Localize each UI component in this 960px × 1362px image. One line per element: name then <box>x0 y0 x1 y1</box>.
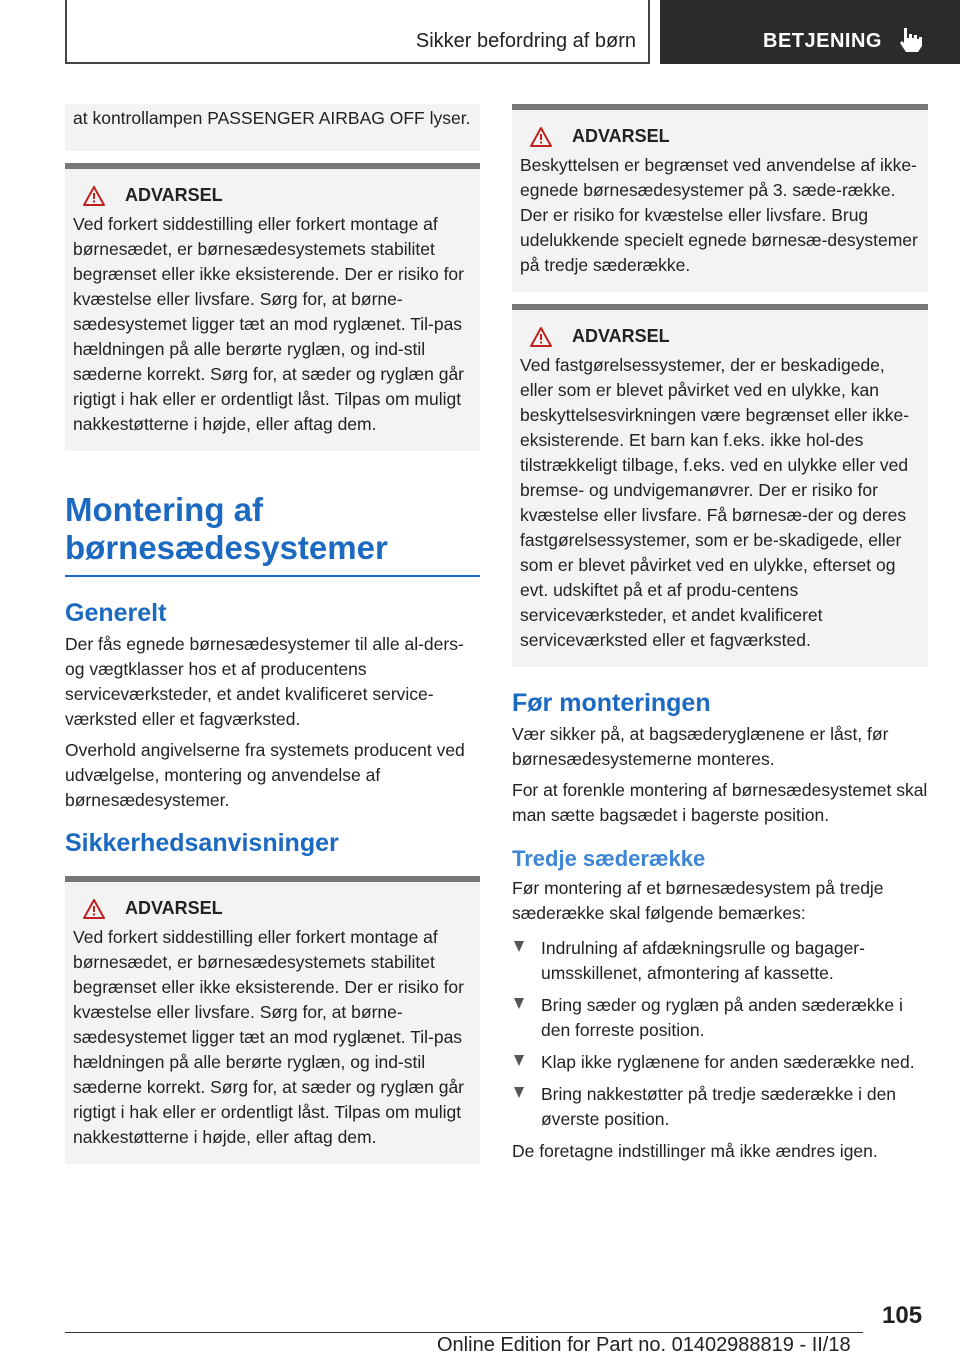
fastening-warning-text: Ved fastgørelsessystemer, der er beskadigede, eller som er blevet påvirket ved en ulykke, kan beskyttelsesvirkningen være begrænset eller ikke-eksisterende. Et barn kan f.eks. ikke hol‐des tilstrækkeligt tilbage, f.eks. ved en ulykke eller ved bremse- og undvigemanøvrer. Der er risiko for kvæstelse eller livsfare. Få børnesæ‐der og deres fastgørelsessystemer, som er be‐skadigede, eller som er blevet påvirket ved en ulykke, efterset og evt. udskiftet på et af produ‐centens serviceværksteder, et andet kvalificeret serviceværksted eller et fagværksted. <box>520 355 910 650</box>
list-item <box>512 1082 928 1132</box>
warning-text: Ved forkert siddestilling eller forkert montage af børnesædet, er børnesædesystemets stabilitet begrænset eller ikke eksisterende. Der er risiko for kvæstelse eller livsfare. Sørg for, at børne‐sædesystemet ligger tæt an mod ryglænet. Til‐pas hældningen på alle berørte ryglæn, og ind‐stil sæderne korrekt. Sørg for, at sæder og ryglæn går rigtigt i hak eller er ordentligt låst. Tilpas om muligt nakkestøtterne i højde, eller aftag dem. <box>73 214 464 434</box>
bullet-triangle-icon <box>514 1087 524 1098</box>
third-row-steps <box>512 936 928 1132</box>
generelt-heading: Generelt <box>65 599 167 627</box>
warning-icon <box>530 327 552 347</box>
fastening-warning-title <box>520 326 920 347</box>
safety-warning-title-text: ADVARSEL <box>125 898 223 918</box>
fastening-warning-box <box>512 304 928 667</box>
safety-warning-box <box>65 876 480 1164</box>
third-row-warning-title-text: ADVARSEL <box>572 126 670 146</box>
warning-icon <box>83 186 105 206</box>
warning-title-text: ADVARSEL <box>125 185 223 205</box>
before-mounting-paragraph-2: For at forenkle montering af børnesædesystemet skal man sætte bagsædet i bagerste position. <box>512 780 928 825</box>
warning-box <box>65 163 480 451</box>
third-row-warning-title <box>520 126 920 147</box>
before-mounting-paragraph-1: Vær sikker på, at bagsæderyglænene er låst, før børnesædesystemerne monteres. <box>512 724 889 769</box>
bullet-triangle-icon <box>514 1055 524 1066</box>
fastening-warning-title-text: ADVARSEL <box>572 326 670 346</box>
list-item-text: Klap ikke ryglænene for anden sæderække ned. <box>541 1052 915 1072</box>
third-row-outro: De foretagne indstillinger må ikke ændres igen. <box>512 1141 878 1161</box>
warning-icon <box>83 899 105 919</box>
list-item-text: Bring nakkestøtter på tredje sæderække i den øverste position. <box>541 1084 897 1129</box>
section-tab[interactable] <box>660 0 960 64</box>
header-rule-left <box>65 0 67 64</box>
warning-icon <box>530 127 552 147</box>
generelt-paragraph-2: Overhold angivelserne fra systemets producent ved udvælgelse, montering og anvendelse af børnesædesystemer. <box>65 740 465 810</box>
third-row-warning-box <box>512 104 928 292</box>
left-column <box>65 104 480 1164</box>
bullet-triangle-icon <box>514 941 524 952</box>
edition-footer: Online Edition for Part no. 01402988819 - II/18 <box>437 1334 851 1356</box>
list-item <box>512 1050 928 1075</box>
bullet-triangle-icon <box>514 998 524 1009</box>
safety-heading: Sikkerhedsanvisninger <box>65 829 339 857</box>
hand-pointer-icon <box>896 24 926 54</box>
before-mounting-heading: Før monteringen <box>512 689 711 717</box>
third-row-heading: Tredje sæderække <box>512 846 706 871</box>
safety-warning-text: Ved forkert siddestilling eller forkert montage af børnesædet, er børnesædesystemets stabilitet begrænset eller ikke eksisterende. Der er risiko for kvæstelse eller livsfare. Sørg for, at børne‐sædesystemet ligger tæt an mod ryglænet. Til‐pas hældningen på alle berørte ryglæn, og ind‐stil sæderne korrekt. Sørg for, at sæder og ryglæn går rigtigt i hak eller er ordentligt låst. Tilpas om muligt nakkestøtterne i højde, eller aftag dem. <box>73 927 464 1147</box>
before-mounting-section <box>512 689 928 1164</box>
footer-rule <box>65 1332 863 1333</box>
third-row-warning-text: Beskyttelsen er begrænset ved anvendelse af ikke-egnede børnesædesystemer på 3. sæde‐række. Der er risiko for kvæstelse eller livsfare. Brug udelukkende specielt egnede børnesæ‐desystemer på tredje sæderække. <box>520 155 918 275</box>
list-item <box>512 993 928 1043</box>
section-label: BETJENING <box>763 30 882 52</box>
warning-title <box>73 185 472 206</box>
right-column <box>512 104 928 1170</box>
page-number: 105 <box>882 1302 923 1329</box>
section-heading: Montering af børnesædesystemer <box>65 491 480 577</box>
chapter-title: Sikker befordring af børn <box>415 30 636 52</box>
list-item <box>512 936 928 986</box>
third-row-intro: Før montering af et børnesædesystem på tredje sæderække skal følgende bemærkes: <box>512 878 884 923</box>
continued-note-text: at kontrollampen PASSENGER AIRBAG OFF lyser. <box>73 108 471 128</box>
list-item-text: Indrulning af afdækningsrulle og bagager‐umsskillenet, afmontering af kassette. <box>541 938 865 983</box>
header-bottom-rule <box>65 62 650 64</box>
continued-note-box <box>65 104 480 151</box>
header-rule-mid <box>648 0 650 64</box>
generelt-paragraph-1: Der fås egnede børnesædesystemer til alle al‐ders- og vægtklasser hos et af producentens serviceværksteder, et andet kvalificeret service‐værksted eller et fagværksted. <box>65 634 464 729</box>
generelt-section <box>65 599 480 858</box>
safety-warning-title <box>73 898 472 919</box>
list-item-text: Bring sæder og ryglæn på anden sæderække i den forreste position. <box>541 995 903 1040</box>
